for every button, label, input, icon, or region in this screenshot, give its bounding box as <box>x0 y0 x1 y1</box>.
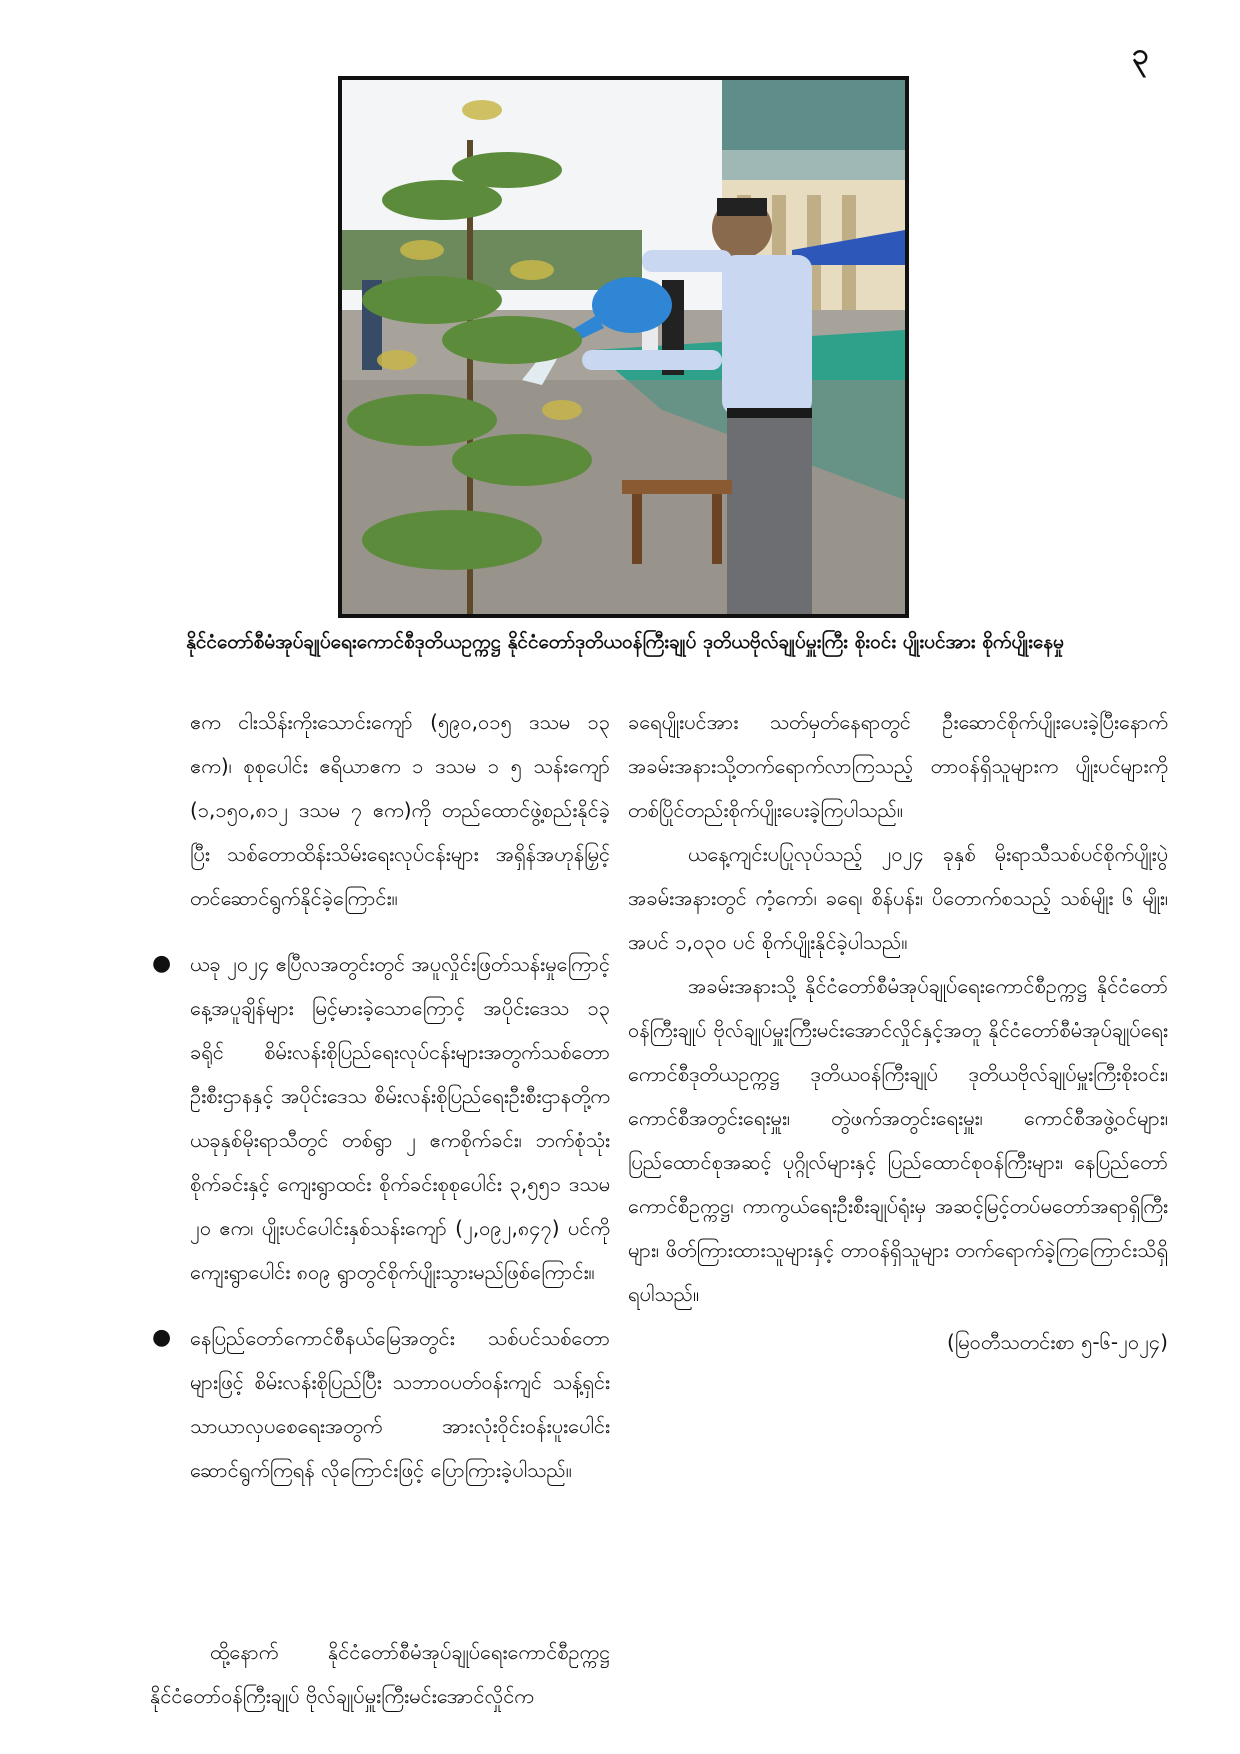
bullet-item <box>152 942 610 1294</box>
intro-paragraph: ဧက ငါးသိန်းကိုးသောင်းကျော် (၅၉၀,၀၁၅ ဒသမ ၁၃ ဧက)၊ စုစုပေါင်း ဧရိယာဧက ၁ ဒသမ ၁ ၅ သန်းကျော် (၁,၁၅၀,၈၁၂ ဒသမ ၇ ဧက)ကို တည်ထောင်ဖွဲ့စည်းနိုင်ခဲ့ပြီး သစ်တောထိန်းသိမ်းရေးလုပ်ငန်းများ အရှိန်အဟုန်မြှင့်တင်ဆောင်ရွက်နိုင်ခဲ့ကြောင်း။ <box>190 710 610 910</box>
right-column <box>628 700 1168 1364</box>
bullet-dot-icon: ● <box>152 1325 172 1350</box>
closing-paragraph: ထို့နောက် နိုင်ငံတော်စီမံအုပ်ချုပ်ရေးကောင်စီဥက္ကဋ္ဌ နိုင်ငံတော်ဝန်ကြီးချုပ် ဗိုလ်ချုပ်မှူးကြီးမင်းအောင်လှိုင်က <box>150 1640 610 1708</box>
right-paragraph-1: ခရေပျိုးပင်အား သတ်မှတ်နေရာတွင် ဦးဆောင်စိုက်ပျိုးပေးခဲ့ပြီးနောက် အခမ်းအနားသို့တက်ရောက်လာကြသည့် တာဝန်ရှိသူများက ပျိုးပင်များကို တစ်ပြိုင်တည်းစိုက်ပျိုးပေးခဲ့ကြပါသည်။ <box>628 710 1168 822</box>
bullet-text: ယခု ၂၀၂၄ ဧပြီလအတွင်းတွင် အပူလှိုင်းဖြတ်သန်းမှုကြောင့် နေ့အပူချိန်များ မြင့်မားခဲ့သောကြောင့် အပိုင်းဒေသ ၁၃ ခရိုင် စိမ်းလန်းစိုပြည်ရေးလုပ်ငန်းများအတွက်သစ်တောဦးစီးဌာနနှင့် အပိုင်းဒေသ စိမ်းလန်းစိုပြည်ရေးဦးစီးဌာနတို့က ယခုနှစ်မိုးရာသီတွင် တစ်ရွာ ၂ ဧကစိုက်ခင်း၊ ဘက်စုံသုံးစိုက်ခင်းနှင့် ကျေးရွာထင်း စိုက်ခင်းစုစုပေါင်း ၃,၅၅၁ ဒသမ ၂၀ ဧက၊ ပျိုးပင်ပေါင်းနှစ်သန်းကျော် (၂,၀၉၂,၈၄၇) ပင်ကို ကျေးရွာပေါင်း ၈၀၉ ရွာတွင်စိုက်ပျိုးသွားမည်ဖြစ်ကြောင်း။ <box>190 952 610 1284</box>
photo-caption: နိုင်ငံတော်စီမံအုပ်ချုပ်ရေးကောင်စီဒုတိယဥက္ကဋ္ဌ နိုင်ငံတော်ဒုတိယဝန်ကြီးချုပ် ဒုတိယဗိုလ်ချုပ်မှူးကြီး စိုးဝင်း ပျိုးပင်အား စိုက်ပျိုးနေမှု <box>186 631 1064 653</box>
photo-tree-planting-icon <box>342 80 905 614</box>
bullet-dot-icon: ● <box>152 951 172 976</box>
right-paragraph-2: ယနေ့ကျင်းပပြုလုပ်သည့် ၂၀၂၄ ခုနှစ် မိုးရာသီသစ်ပင်စိုက်ပျိုးပွဲအခမ်းအနားတွင် ကံ့ကော်၊ ခရေ၊ စိန်ပန်း၊ ပိတောက်စသည့် သစ်မျိုး ၆ မျိုး၊ အပင် ၁,၀၃၀ ပင် စိုက်ပျိုးနိုင်ခဲ့ပါသည်။ <box>628 842 1168 954</box>
page-number: ၃ <box>1132 37 1149 72</box>
left-column <box>152 700 610 1492</box>
source-citation: (မြဝတီသတင်းစာ ၅-၆-၂၀၂၄) <box>947 1330 1168 1354</box>
bullet-item <box>152 1316 610 1492</box>
bullet-text: နေပြည်တော်ကောင်စီနယ်မြေအတွင်း သစ်ပင်သစ်တောများဖြင့် စိမ်းလန်းစိုပြည်ပြီး သဘာဝပတ်ဝန်းကျင် သန့်ရှင်းသာယာလှပစေရေးအတွက် အားလုံးဝိုင်းဝန်းပူးပေါင်းဆောင်ရွက်ကြရန် လိုကြောင်းဖြင့် ပြောကြားခဲ့ပါသည်။ <box>190 1326 610 1482</box>
tree-planting-photo <box>338 76 909 618</box>
right-paragraph-3: အခမ်းအနားသို့ နိုင်ငံတော်စီမံအုပ်ချုပ်ရေးကောင်စီဥက္ကဋ္ဌ နိုင်ငံတော်ဝန်ကြီးချုပ် ဗိုလ်ချုပ်မှူးကြီးမင်းအောင်လှိုင်နှင့်အတူ နိုင်ငံတော်စီမံအုပ်ချုပ်ရေးကောင်စီဒုတိယဥက္ကဋ္ဌ ဒုတိယဝန်ကြီးချုပ် ဒုတိယဗိုလ်ချုပ်မှူးကြီးစိုးဝင်း၊ ကောင်စီအတွင်းရေးမှူး၊ တွဲဖက်အတွင်းရေးမှူး၊ ကောင်စီအဖွဲ့ဝင်များ၊ ပြည်ထောင်စုအဆင့် ပုဂ္ဂိုလ်များနှင့် ပြည်ထောင်စုဝန်ကြီးများ၊ နေပြည်တော်ကောင်စီဥက္ကဋ္ဌ၊ ကာကွယ်ရေးဦးစီးချုပ်ရုံးမှ အဆင့်မြင့်တပ်မတော်အရာရှိကြီးများ၊ ဖိတ်ကြားထားသူများနှင့် တာဝန်ရှိသူများ တက်ရောက်ခဲ့ကြကြောင်းသိရှိရပါသည်။ <box>628 974 1168 1306</box>
